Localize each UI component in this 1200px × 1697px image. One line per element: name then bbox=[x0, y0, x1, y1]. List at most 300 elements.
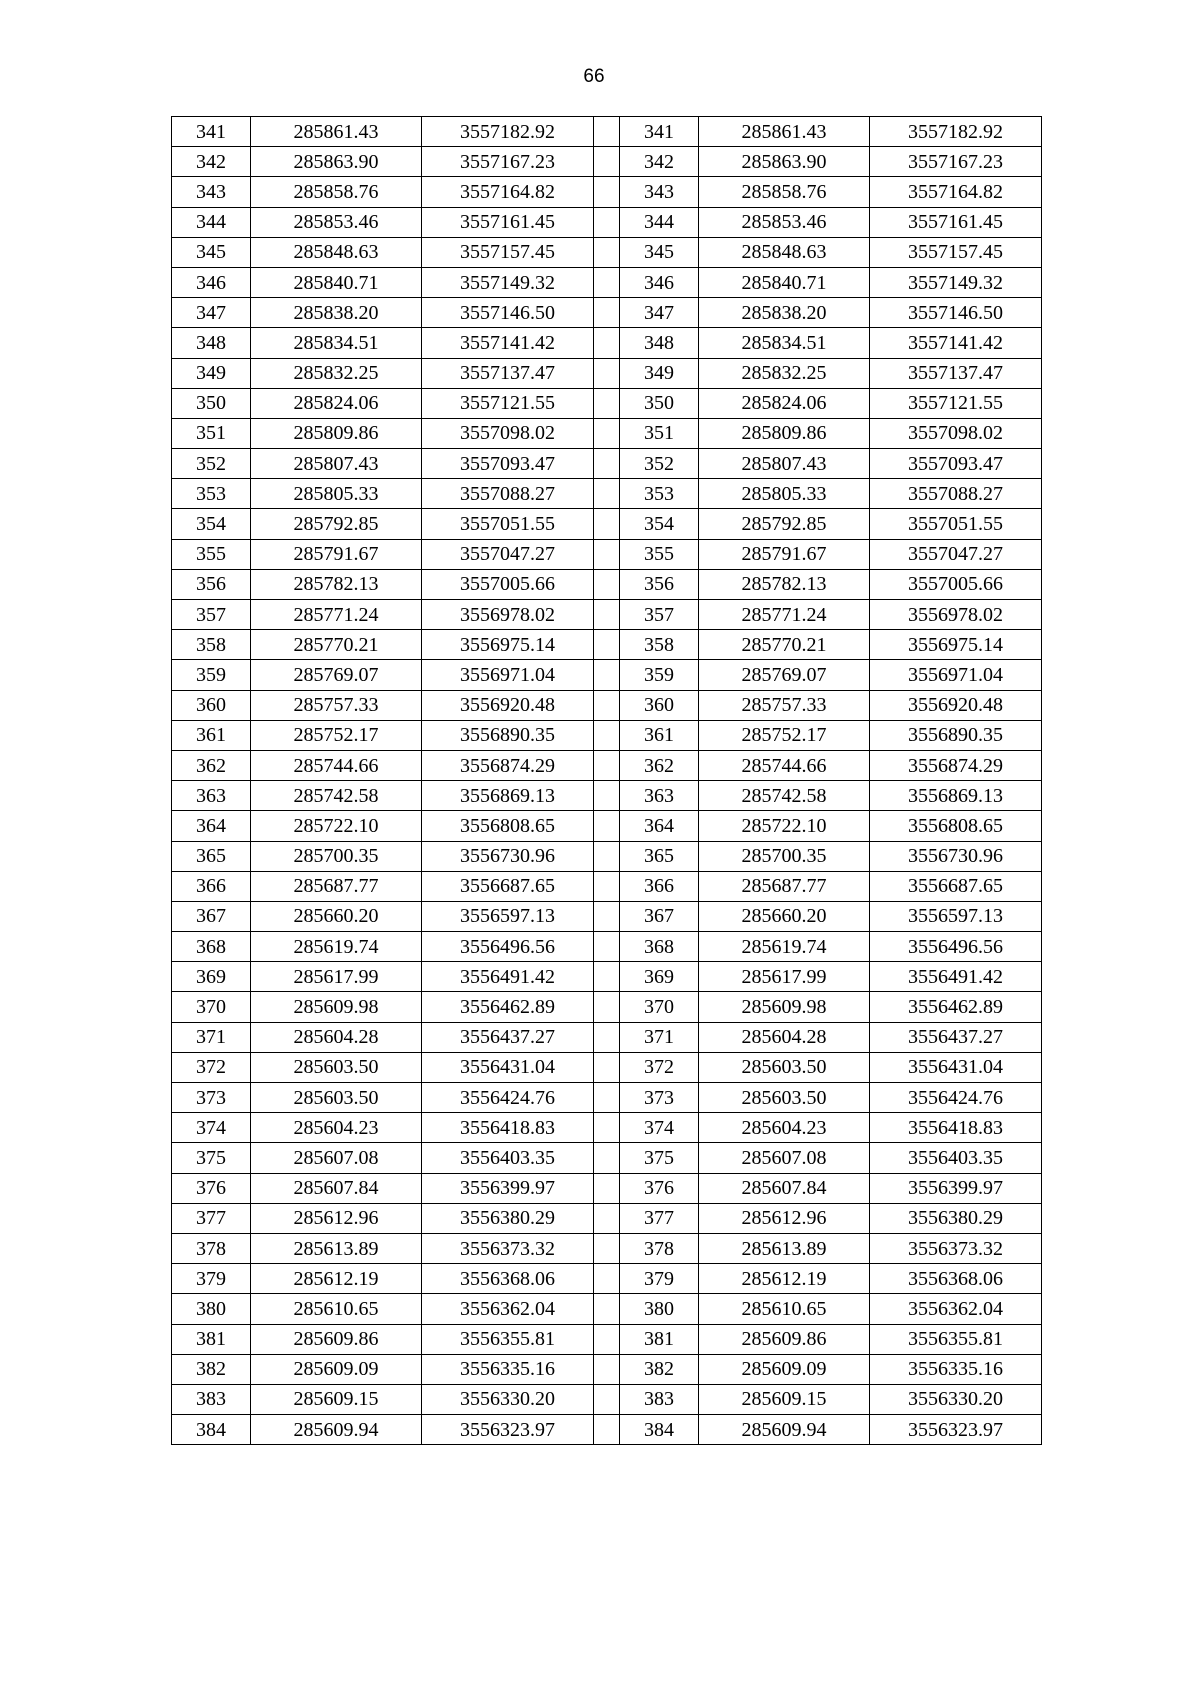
left-y-coordinate-cell: 3556437.27 bbox=[422, 1022, 594, 1052]
left-point-number-cell: 355 bbox=[172, 539, 251, 569]
right-y-coordinate-cell: 3557088.27 bbox=[870, 479, 1042, 509]
left-point-number-cell: 383 bbox=[172, 1384, 251, 1414]
right-y-coordinate-cell: 3556869.13 bbox=[870, 781, 1042, 811]
spacer-cell bbox=[594, 1113, 620, 1143]
table-row bbox=[172, 1173, 1042, 1203]
spacer-cell bbox=[594, 720, 620, 750]
left-point-number-cell: 363 bbox=[172, 781, 251, 811]
right-y-coordinate-cell: 3557005.66 bbox=[870, 569, 1042, 599]
right-y-coordinate-cell: 3556462.89 bbox=[870, 992, 1042, 1022]
left-x-coordinate-cell: 285782.13 bbox=[251, 569, 422, 599]
right-x-coordinate-cell: 285757.33 bbox=[699, 690, 870, 720]
right-x-coordinate-cell: 285834.51 bbox=[699, 328, 870, 358]
left-x-coordinate-cell: 285752.17 bbox=[251, 720, 422, 750]
left-x-coordinate-cell: 285757.33 bbox=[251, 690, 422, 720]
table-row bbox=[172, 962, 1042, 992]
left-x-coordinate-cell: 285607.84 bbox=[251, 1173, 422, 1203]
left-y-coordinate-cell: 3557093.47 bbox=[422, 449, 594, 479]
left-point-number-cell: 365 bbox=[172, 841, 251, 871]
right-x-coordinate-cell: 285742.58 bbox=[699, 781, 870, 811]
spacer-cell bbox=[594, 509, 620, 539]
right-point-number-cell: 372 bbox=[620, 1052, 699, 1082]
right-y-coordinate-cell: 3557182.92 bbox=[870, 117, 1042, 147]
left-y-coordinate-cell: 3556491.42 bbox=[422, 962, 594, 992]
right-y-coordinate-cell: 3556330.20 bbox=[870, 1384, 1042, 1414]
right-y-coordinate-cell: 3556437.27 bbox=[870, 1022, 1042, 1052]
right-x-coordinate-cell: 285838.20 bbox=[699, 298, 870, 328]
spacer-cell bbox=[594, 267, 620, 297]
table-row bbox=[172, 1143, 1042, 1173]
left-y-coordinate-cell: 3557047.27 bbox=[422, 539, 594, 569]
left-x-coordinate-cell: 285660.20 bbox=[251, 901, 422, 931]
right-point-number-cell: 355 bbox=[620, 539, 699, 569]
right-x-coordinate-cell: 285660.20 bbox=[699, 901, 870, 931]
left-point-number-cell: 353 bbox=[172, 479, 251, 509]
left-x-coordinate-cell: 285609.09 bbox=[251, 1354, 422, 1384]
left-y-coordinate-cell: 3556323.97 bbox=[422, 1415, 594, 1445]
left-point-number-cell: 360 bbox=[172, 690, 251, 720]
right-point-number-cell: 349 bbox=[620, 358, 699, 388]
left-point-number-cell: 378 bbox=[172, 1233, 251, 1263]
left-x-coordinate-cell: 285612.96 bbox=[251, 1203, 422, 1233]
right-point-number-cell: 344 bbox=[620, 207, 699, 237]
left-point-number-cell: 358 bbox=[172, 630, 251, 660]
left-y-coordinate-cell: 3556920.48 bbox=[422, 690, 594, 720]
left-x-coordinate-cell: 285834.51 bbox=[251, 328, 422, 358]
left-y-coordinate-cell: 3557137.47 bbox=[422, 358, 594, 388]
left-point-number-cell: 356 bbox=[172, 569, 251, 599]
spacer-cell bbox=[594, 992, 620, 1022]
left-y-coordinate-cell: 3557161.45 bbox=[422, 207, 594, 237]
right-x-coordinate-cell: 285609.15 bbox=[699, 1384, 870, 1414]
spacer-cell bbox=[594, 569, 620, 599]
left-point-number-cell: 346 bbox=[172, 267, 251, 297]
right-y-coordinate-cell: 3557149.32 bbox=[870, 267, 1042, 297]
right-y-coordinate-cell: 3557137.47 bbox=[870, 358, 1042, 388]
left-x-coordinate-cell: 285613.89 bbox=[251, 1233, 422, 1263]
right-y-coordinate-cell: 3556808.65 bbox=[870, 811, 1042, 841]
left-point-number-cell: 374 bbox=[172, 1113, 251, 1143]
left-point-number-cell: 375 bbox=[172, 1143, 251, 1173]
right-x-coordinate-cell: 285863.90 bbox=[699, 147, 870, 177]
left-y-coordinate-cell: 3556730.96 bbox=[422, 841, 594, 871]
right-x-coordinate-cell: 285619.74 bbox=[699, 932, 870, 962]
right-point-number-cell: 377 bbox=[620, 1203, 699, 1233]
right-y-coordinate-cell: 3556687.65 bbox=[870, 871, 1042, 901]
right-x-coordinate-cell: 285603.50 bbox=[699, 1083, 870, 1113]
left-x-coordinate-cell: 285805.33 bbox=[251, 479, 422, 509]
right-y-coordinate-cell: 3557146.50 bbox=[870, 298, 1042, 328]
left-point-number-cell: 362 bbox=[172, 750, 251, 780]
spacer-cell bbox=[594, 328, 620, 358]
right-x-coordinate-cell: 285752.17 bbox=[699, 720, 870, 750]
left-y-coordinate-cell: 3556380.29 bbox=[422, 1203, 594, 1233]
right-point-number-cell: 365 bbox=[620, 841, 699, 871]
table-row bbox=[172, 1384, 1042, 1414]
left-x-coordinate-cell: 285832.25 bbox=[251, 358, 422, 388]
right-point-number-cell: 366 bbox=[620, 871, 699, 901]
left-x-coordinate-cell: 285848.63 bbox=[251, 237, 422, 267]
spacer-cell bbox=[594, 1143, 620, 1173]
table-row bbox=[172, 237, 1042, 267]
spacer-cell bbox=[594, 1022, 620, 1052]
right-x-coordinate-cell: 285609.86 bbox=[699, 1324, 870, 1354]
right-y-coordinate-cell: 3556355.81 bbox=[870, 1324, 1042, 1354]
left-y-coordinate-cell: 3557182.92 bbox=[422, 117, 594, 147]
table-row bbox=[172, 1233, 1042, 1263]
coordinate-table-body bbox=[172, 117, 1042, 1445]
left-y-coordinate-cell: 3556808.65 bbox=[422, 811, 594, 841]
table-row bbox=[172, 207, 1042, 237]
table-row bbox=[172, 449, 1042, 479]
left-point-number-cell: 341 bbox=[172, 117, 251, 147]
right-x-coordinate-cell: 285609.09 bbox=[699, 1354, 870, 1384]
right-y-coordinate-cell: 3556431.04 bbox=[870, 1052, 1042, 1082]
left-x-coordinate-cell: 285809.86 bbox=[251, 418, 422, 448]
left-point-number-cell: 343 bbox=[172, 177, 251, 207]
left-x-coordinate-cell: 285603.50 bbox=[251, 1052, 422, 1082]
right-point-number-cell: 363 bbox=[620, 781, 699, 811]
left-y-coordinate-cell: 3557121.55 bbox=[422, 388, 594, 418]
table-row bbox=[172, 328, 1042, 358]
left-x-coordinate-cell: 285722.10 bbox=[251, 811, 422, 841]
right-x-coordinate-cell: 285604.23 bbox=[699, 1113, 870, 1143]
left-point-number-cell: 344 bbox=[172, 207, 251, 237]
right-x-coordinate-cell: 285807.43 bbox=[699, 449, 870, 479]
spacer-cell bbox=[594, 237, 620, 267]
table-row bbox=[172, 660, 1042, 690]
left-y-coordinate-cell: 3556431.04 bbox=[422, 1052, 594, 1082]
right-point-number-cell: 346 bbox=[620, 267, 699, 297]
right-point-number-cell: 347 bbox=[620, 298, 699, 328]
right-x-coordinate-cell: 285861.43 bbox=[699, 117, 870, 147]
spacer-cell bbox=[594, 1264, 620, 1294]
spacer-cell bbox=[594, 690, 620, 720]
right-y-coordinate-cell: 3556971.04 bbox=[870, 660, 1042, 690]
spacer-cell bbox=[594, 932, 620, 962]
left-x-coordinate-cell: 285619.74 bbox=[251, 932, 422, 962]
right-x-coordinate-cell: 285609.98 bbox=[699, 992, 870, 1022]
left-x-coordinate-cell: 285607.08 bbox=[251, 1143, 422, 1173]
spacer-cell bbox=[594, 117, 620, 147]
right-y-coordinate-cell: 3556362.04 bbox=[870, 1294, 1042, 1324]
right-point-number-cell: 378 bbox=[620, 1233, 699, 1263]
table-row bbox=[172, 871, 1042, 901]
right-x-coordinate-cell: 285722.10 bbox=[699, 811, 870, 841]
left-point-number-cell: 351 bbox=[172, 418, 251, 448]
table-row bbox=[172, 177, 1042, 207]
left-x-coordinate-cell: 285769.07 bbox=[251, 660, 422, 690]
left-x-coordinate-cell: 285609.86 bbox=[251, 1324, 422, 1354]
left-point-number-cell: 345 bbox=[172, 237, 251, 267]
left-y-coordinate-cell: 3556403.35 bbox=[422, 1143, 594, 1173]
left-y-coordinate-cell: 3556373.32 bbox=[422, 1233, 594, 1263]
left-point-number-cell: 342 bbox=[172, 147, 251, 177]
right-x-coordinate-cell: 285617.99 bbox=[699, 962, 870, 992]
spacer-cell bbox=[594, 388, 620, 418]
right-x-coordinate-cell: 285612.19 bbox=[699, 1264, 870, 1294]
left-x-coordinate-cell: 285853.46 bbox=[251, 207, 422, 237]
left-y-coordinate-cell: 3557098.02 bbox=[422, 418, 594, 448]
right-y-coordinate-cell: 3556399.97 bbox=[870, 1173, 1042, 1203]
table-row bbox=[172, 539, 1042, 569]
left-x-coordinate-cell: 285840.71 bbox=[251, 267, 422, 297]
right-x-coordinate-cell: 285824.06 bbox=[699, 388, 870, 418]
spacer-cell bbox=[594, 1415, 620, 1445]
left-x-coordinate-cell: 285858.76 bbox=[251, 177, 422, 207]
left-y-coordinate-cell: 3557157.45 bbox=[422, 237, 594, 267]
right-point-number-cell: 374 bbox=[620, 1113, 699, 1143]
left-point-number-cell: 382 bbox=[172, 1354, 251, 1384]
left-x-coordinate-cell: 285609.98 bbox=[251, 992, 422, 1022]
left-point-number-cell: 364 bbox=[172, 811, 251, 841]
table-row bbox=[172, 1203, 1042, 1233]
left-y-coordinate-cell: 3557088.27 bbox=[422, 479, 594, 509]
coordinate-table bbox=[171, 116, 1042, 1445]
right-point-number-cell: 341 bbox=[620, 117, 699, 147]
table-row bbox=[172, 418, 1042, 448]
right-y-coordinate-cell: 3557051.55 bbox=[870, 509, 1042, 539]
right-x-coordinate-cell: 285771.24 bbox=[699, 600, 870, 630]
left-y-coordinate-cell: 3556368.06 bbox=[422, 1264, 594, 1294]
right-y-coordinate-cell: 3557157.45 bbox=[870, 237, 1042, 267]
left-x-coordinate-cell: 285687.77 bbox=[251, 871, 422, 901]
left-x-coordinate-cell: 285791.67 bbox=[251, 539, 422, 569]
table-row bbox=[172, 720, 1042, 750]
spacer-cell bbox=[594, 1173, 620, 1203]
left-y-coordinate-cell: 3556874.29 bbox=[422, 750, 594, 780]
right-point-number-cell: 350 bbox=[620, 388, 699, 418]
left-point-number-cell: 352 bbox=[172, 449, 251, 479]
left-x-coordinate-cell: 285700.35 bbox=[251, 841, 422, 871]
left-point-number-cell: 347 bbox=[172, 298, 251, 328]
left-point-number-cell: 376 bbox=[172, 1173, 251, 1203]
spacer-cell bbox=[594, 1384, 620, 1414]
left-y-coordinate-cell: 3556362.04 bbox=[422, 1294, 594, 1324]
right-y-coordinate-cell: 3556978.02 bbox=[870, 600, 1042, 630]
spacer-cell bbox=[594, 177, 620, 207]
right-point-number-cell: 376 bbox=[620, 1173, 699, 1203]
right-x-coordinate-cell: 285832.25 bbox=[699, 358, 870, 388]
left-point-number-cell: 377 bbox=[172, 1203, 251, 1233]
left-y-coordinate-cell: 3556978.02 bbox=[422, 600, 594, 630]
table-row bbox=[172, 932, 1042, 962]
left-y-coordinate-cell: 3557141.42 bbox=[422, 328, 594, 358]
table-row bbox=[172, 1052, 1042, 1082]
right-y-coordinate-cell: 3556323.97 bbox=[870, 1415, 1042, 1445]
spacer-cell bbox=[594, 811, 620, 841]
table-row bbox=[172, 1324, 1042, 1354]
right-x-coordinate-cell: 285792.85 bbox=[699, 509, 870, 539]
right-x-coordinate-cell: 285840.71 bbox=[699, 267, 870, 297]
left-point-number-cell: 357 bbox=[172, 600, 251, 630]
left-x-coordinate-cell: 285609.15 bbox=[251, 1384, 422, 1414]
right-x-coordinate-cell: 285809.86 bbox=[699, 418, 870, 448]
right-y-coordinate-cell: 3556496.56 bbox=[870, 932, 1042, 962]
right-y-coordinate-cell: 3556597.13 bbox=[870, 901, 1042, 931]
spacer-cell bbox=[594, 1052, 620, 1082]
right-point-number-cell: 360 bbox=[620, 690, 699, 720]
left-y-coordinate-cell: 3557005.66 bbox=[422, 569, 594, 599]
right-y-coordinate-cell: 3557167.23 bbox=[870, 147, 1042, 177]
right-x-coordinate-cell: 285603.50 bbox=[699, 1052, 870, 1082]
right-point-number-cell: 351 bbox=[620, 418, 699, 448]
left-point-number-cell: 349 bbox=[172, 358, 251, 388]
right-y-coordinate-cell: 3556491.42 bbox=[870, 962, 1042, 992]
right-point-number-cell: 369 bbox=[620, 962, 699, 992]
table-row bbox=[172, 1415, 1042, 1445]
right-x-coordinate-cell: 285607.84 bbox=[699, 1173, 870, 1203]
right-y-coordinate-cell: 3556874.29 bbox=[870, 750, 1042, 780]
page-number: 66 bbox=[583, 66, 605, 87]
table-row bbox=[172, 630, 1042, 660]
right-y-coordinate-cell: 3556424.76 bbox=[870, 1083, 1042, 1113]
spacer-cell bbox=[594, 207, 620, 237]
left-point-number-cell: 348 bbox=[172, 328, 251, 358]
left-x-coordinate-cell: 285609.94 bbox=[251, 1415, 422, 1445]
spacer-cell bbox=[594, 841, 620, 871]
right-point-number-cell: 354 bbox=[620, 509, 699, 539]
left-x-coordinate-cell: 285742.58 bbox=[251, 781, 422, 811]
left-y-coordinate-cell: 3556890.35 bbox=[422, 720, 594, 750]
left-x-coordinate-cell: 285604.23 bbox=[251, 1113, 422, 1143]
table-row bbox=[172, 117, 1042, 147]
right-point-number-cell: 353 bbox=[620, 479, 699, 509]
right-y-coordinate-cell: 3557098.02 bbox=[870, 418, 1042, 448]
right-point-number-cell: 352 bbox=[620, 449, 699, 479]
table-row bbox=[172, 509, 1042, 539]
right-x-coordinate-cell: 285744.66 bbox=[699, 750, 870, 780]
right-point-number-cell: 380 bbox=[620, 1294, 699, 1324]
right-point-number-cell: 370 bbox=[620, 992, 699, 1022]
table-row bbox=[172, 1022, 1042, 1052]
table-row bbox=[172, 750, 1042, 780]
right-point-number-cell: 356 bbox=[620, 569, 699, 599]
left-y-coordinate-cell: 3556335.16 bbox=[422, 1354, 594, 1384]
left-y-coordinate-cell: 3556399.97 bbox=[422, 1173, 594, 1203]
spacer-cell bbox=[594, 418, 620, 448]
right-point-number-cell: 383 bbox=[620, 1384, 699, 1414]
table-row bbox=[172, 569, 1042, 599]
left-y-coordinate-cell: 3556687.65 bbox=[422, 871, 594, 901]
left-point-number-cell: 379 bbox=[172, 1264, 251, 1294]
table-row bbox=[172, 358, 1042, 388]
spacer-cell bbox=[594, 147, 620, 177]
left-x-coordinate-cell: 285744.66 bbox=[251, 750, 422, 780]
right-point-number-cell: 345 bbox=[620, 237, 699, 267]
left-point-number-cell: 361 bbox=[172, 720, 251, 750]
left-point-number-cell: 369 bbox=[172, 962, 251, 992]
right-y-coordinate-cell: 3556418.83 bbox=[870, 1113, 1042, 1143]
right-point-number-cell: 371 bbox=[620, 1022, 699, 1052]
left-y-coordinate-cell: 3557146.50 bbox=[422, 298, 594, 328]
left-y-coordinate-cell: 3556975.14 bbox=[422, 630, 594, 660]
right-y-coordinate-cell: 3556335.16 bbox=[870, 1354, 1042, 1384]
left-point-number-cell: 367 bbox=[172, 901, 251, 931]
right-point-number-cell: 381 bbox=[620, 1324, 699, 1354]
left-point-number-cell: 371 bbox=[172, 1022, 251, 1052]
spacer-cell bbox=[594, 1324, 620, 1354]
left-y-coordinate-cell: 3556355.81 bbox=[422, 1324, 594, 1354]
right-y-coordinate-cell: 3557161.45 bbox=[870, 207, 1042, 237]
left-x-coordinate-cell: 285617.99 bbox=[251, 962, 422, 992]
left-point-number-cell: 350 bbox=[172, 388, 251, 418]
left-point-number-cell: 380 bbox=[172, 1294, 251, 1324]
right-x-coordinate-cell: 285805.33 bbox=[699, 479, 870, 509]
right-point-number-cell: 375 bbox=[620, 1143, 699, 1173]
right-x-coordinate-cell: 285607.08 bbox=[699, 1143, 870, 1173]
right-x-coordinate-cell: 285791.67 bbox=[699, 539, 870, 569]
right-x-coordinate-cell: 285782.13 bbox=[699, 569, 870, 599]
left-x-coordinate-cell: 285610.65 bbox=[251, 1294, 422, 1324]
right-y-coordinate-cell: 3556380.29 bbox=[870, 1203, 1042, 1233]
right-x-coordinate-cell: 285770.21 bbox=[699, 630, 870, 660]
right-x-coordinate-cell: 285853.46 bbox=[699, 207, 870, 237]
right-y-coordinate-cell: 3556730.96 bbox=[870, 841, 1042, 871]
spacer-cell bbox=[594, 901, 620, 931]
table-row bbox=[172, 841, 1042, 871]
right-point-number-cell: 368 bbox=[620, 932, 699, 962]
right-y-coordinate-cell: 3557047.27 bbox=[870, 539, 1042, 569]
table-row bbox=[172, 1294, 1042, 1324]
spacer-cell bbox=[594, 1354, 620, 1384]
spacer-cell bbox=[594, 1083, 620, 1113]
left-x-coordinate-cell: 285612.19 bbox=[251, 1264, 422, 1294]
left-x-coordinate-cell: 285604.28 bbox=[251, 1022, 422, 1052]
spacer-cell bbox=[594, 781, 620, 811]
left-x-coordinate-cell: 285792.85 bbox=[251, 509, 422, 539]
right-x-coordinate-cell: 285687.77 bbox=[699, 871, 870, 901]
right-point-number-cell: 359 bbox=[620, 660, 699, 690]
table-row bbox=[172, 901, 1042, 931]
right-x-coordinate-cell: 285858.76 bbox=[699, 177, 870, 207]
right-y-coordinate-cell: 3556373.32 bbox=[870, 1233, 1042, 1263]
left-x-coordinate-cell: 285824.06 bbox=[251, 388, 422, 418]
right-point-number-cell: 362 bbox=[620, 750, 699, 780]
table-row bbox=[172, 1083, 1042, 1113]
right-x-coordinate-cell: 285848.63 bbox=[699, 237, 870, 267]
right-y-coordinate-cell: 3557141.42 bbox=[870, 328, 1042, 358]
left-y-coordinate-cell: 3557164.82 bbox=[422, 177, 594, 207]
left-x-coordinate-cell: 285603.50 bbox=[251, 1083, 422, 1113]
table-row bbox=[172, 992, 1042, 1022]
table-row bbox=[172, 1354, 1042, 1384]
left-x-coordinate-cell: 285771.24 bbox=[251, 600, 422, 630]
table-row bbox=[172, 690, 1042, 720]
right-y-coordinate-cell: 3557121.55 bbox=[870, 388, 1042, 418]
table-row bbox=[172, 479, 1042, 509]
right-x-coordinate-cell: 285609.94 bbox=[699, 1415, 870, 1445]
right-x-coordinate-cell: 285610.65 bbox=[699, 1294, 870, 1324]
table-row bbox=[172, 600, 1042, 630]
right-y-coordinate-cell: 3556975.14 bbox=[870, 630, 1042, 660]
left-point-number-cell: 370 bbox=[172, 992, 251, 1022]
right-point-number-cell: 361 bbox=[620, 720, 699, 750]
left-y-coordinate-cell: 3556597.13 bbox=[422, 901, 594, 931]
left-y-coordinate-cell: 3556869.13 bbox=[422, 781, 594, 811]
spacer-cell bbox=[594, 1203, 620, 1233]
left-point-number-cell: 366 bbox=[172, 871, 251, 901]
right-point-number-cell: 343 bbox=[620, 177, 699, 207]
table-row bbox=[172, 811, 1042, 841]
right-point-number-cell: 367 bbox=[620, 901, 699, 931]
spacer-cell bbox=[594, 449, 620, 479]
right-point-number-cell: 357 bbox=[620, 600, 699, 630]
left-y-coordinate-cell: 3556971.04 bbox=[422, 660, 594, 690]
right-x-coordinate-cell: 285613.89 bbox=[699, 1233, 870, 1263]
spacer-cell bbox=[594, 1294, 620, 1324]
right-y-coordinate-cell: 3557164.82 bbox=[870, 177, 1042, 207]
